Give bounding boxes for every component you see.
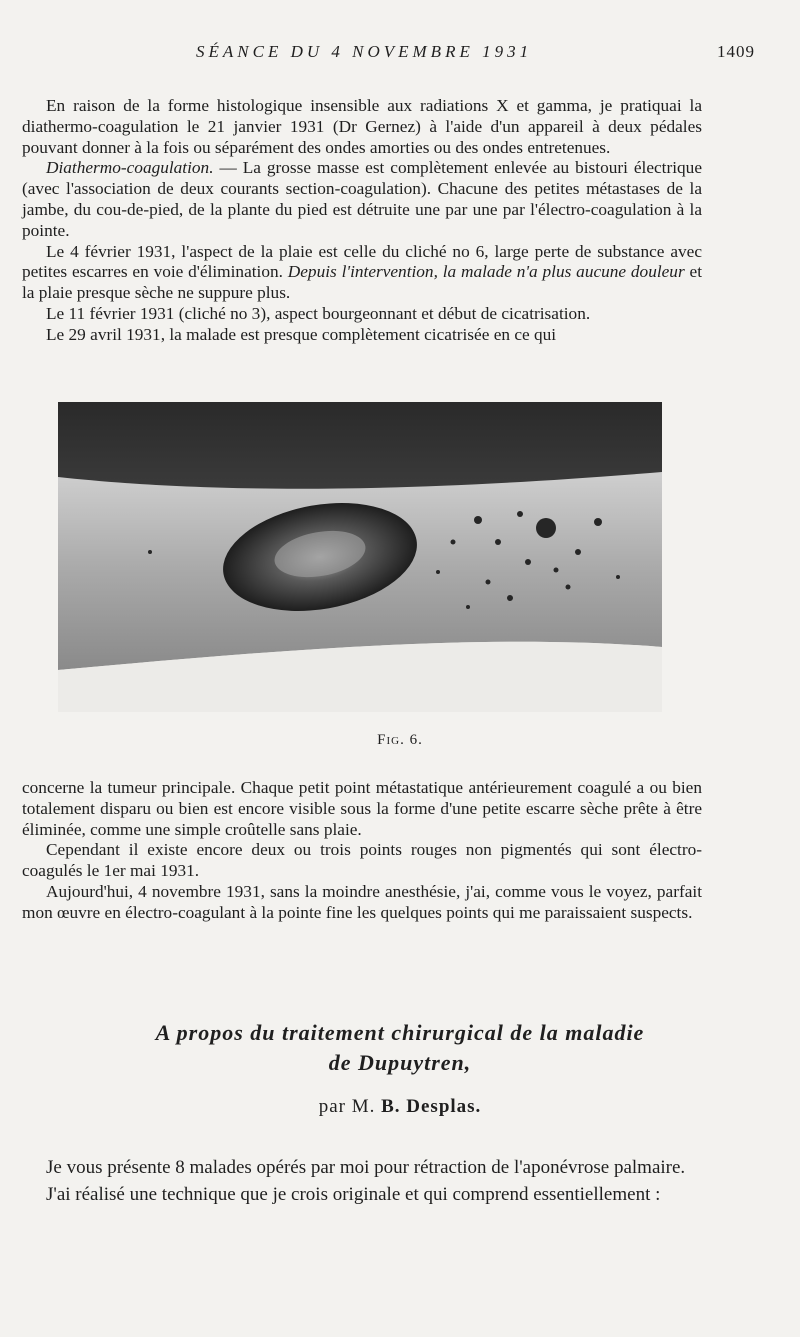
page-number: 1409 [717,42,755,61]
paragraph: En raison de la forme histologique insensible aux radiations X et gamma, je pratiquai la diathermo-coagulation le 21 janvier 1931 (Dr Gernez) à l'aide d'un appareil à deux pédales pouvant donner à la fois ou séparément des ondes amorties ou des ondes entretenues. [22,96,702,157]
paragraph-text: Le 4 février 1931, l'aspect de la plaie est celle du cliché no 6, large perte de substance avec petites escarres en voie d'élimination. [22,241,702,282]
article-body [22,1154,708,1208]
running-header [0,42,800,66]
paragraph: Cependant il existe encore deux ou trois points rouges non pigmentés qui sont électro-coagulés le 1er mai 1931. [22,840,702,881]
article-title-line-2: de Dupuytren, [328,1050,472,1075]
byline-prefix: par M. [318,1096,376,1117]
paragraph: Je vous présente 8 malades opérés par moi pour rétraction de l'aponévrose palmaire. [46,1157,686,1178]
photo-leg-lesion [58,402,662,712]
paragraph-text: et la plaie presque sèche ne suppure plus. [22,262,702,303]
running-title: SÉANCE DU 4 NOVEMBRE 1931 [196,42,533,61]
paragraph [22,158,702,241]
clinical-photograph [58,402,662,712]
paragraph: Le 11 février 1931 (cliché no 3), aspect bourgeonnant et début de cicatrisation. [46,303,591,323]
article-byline [0,1096,800,1118]
section-lead-italic: Diathermo-coagulation. [46,158,214,178]
paragraph: J'ai réalisé une technique que je crois originale et qui comprend essentiellement : [46,1184,661,1205]
figure-caption: Fig. 6. [377,732,423,748]
article-title-line-1: A propos du traitement chirurgical de la maladie [155,1020,645,1045]
top-text-block [22,96,702,346]
paragraph-text: — La grosse masse est complètement enlevée au bistouri électrique (avec l'association de deux courants section-coagulation). Chacune des petites métastases de la jambe, du cou-de-pied, de la plante du pied est détruite une par une par l'électro-coagulation à la pointe. [22,158,702,240]
paragraph [22,242,702,304]
emphasis-italic: Depuis l'intervention, la malade n'a plus aucune douleur [287,262,685,282]
byline-author: B. Desplas. [381,1096,482,1117]
paragraph: Le 29 avril 1931, la malade est presque complètement cicatrisée en ce qui [46,324,557,344]
middle-text-block [22,778,702,924]
paragraph: concerne la tumeur principale. Chaque petit point métastatique antérieurement coagulé a ou bien totalement disparu ou bien est encore visible sous la forme d'une petite escarre sèche prête à être éliminée, comme une simple croûtelle sans plaie. [22,778,702,839]
paragraph: Aujourd'hui, 4 novembre 1931, sans la moindre anesthésie, j'ai, comme vous le voyez, parfait mon œuvre en électro-coagulant à la pointe fine les quelques points qui me paraissaient suspects. [22,881,702,922]
article-title [0,1018,800,1078]
